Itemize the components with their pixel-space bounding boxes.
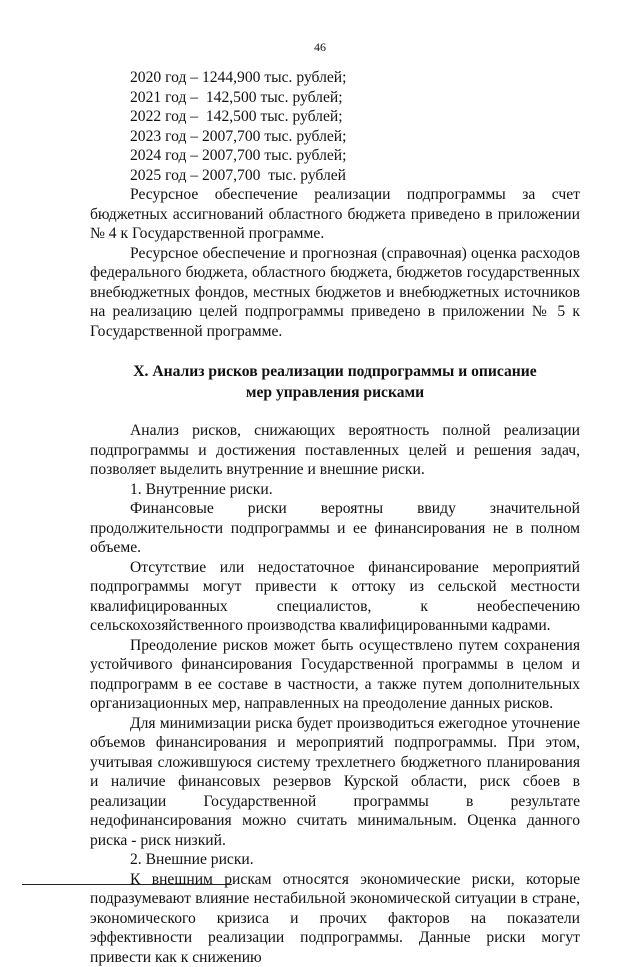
section-heading-line-2: мер управления рисками (110, 382, 560, 403)
paragraph-external-risks: К внешним рискам относятся экономические риски, которые подразумевают влияние нестабильной экономической ситуации в стране, экономического кризиса и прочих факторов на показатели эффективности реализации подпрограммы. Данные риски могут привести как к снижению (90, 870, 580, 967)
paragraph-overcoming-risks: Преодоление рисков может быть осуществлено путем сохранения устойчивого финансирования Государственной программы в целом и подпрограмм в ее составе в частности, а также путем дополнительных организационных мер, направленных на преодоление данных рисков. (90, 636, 580, 714)
paragraph-insufficient-funding: Отсутствие или недостаточное финансирование мероприятий подпрограммы могут привести к оттоку из сельской местности квалифицированных специалистов, к необеспечению сельскохозяйственного производства квалифицированными кадрами. (90, 558, 580, 636)
funding-amount-2025: 2025 год – 2007,700 тыс. рублей (130, 166, 580, 186)
paragraph-resource-regional: Ресурсное обеспечение реализации подпрограммы за счет бюджетных ассигнований областного бюджета приведено в приложении № 4 к Государственной программе. (90, 185, 580, 244)
funding-amount-2023: 2023 год – 2007,700 тыс. рублей; (130, 127, 580, 147)
funding-amount-2021: 2021 год – 142,500 тыс. рублей; (130, 88, 580, 108)
paragraph-risk-analysis: Анализ рисков, снижающих вероятность полной реализации подпрограммы и достижения поставленных целей и решения задач, позволяет выделить внутренние и внешние риски. (90, 421, 580, 480)
paragraph-financial-risks: Финансовые риски вероятны ввиду значительной продолжительности подпрограммы и ее финансирования не в полном объеме. (90, 499, 580, 558)
funding-amount-2024: 2024 год – 2007,700 тыс. рублей; (130, 146, 580, 166)
paragraph-risk-minimization: Для минимизации риска будет производиться ежегодное уточнение объемов финансирования и мероприятий подпрограммы. При этом, учитывая сложившуюся систему трехлетнего бюджетного планирования и наличие финансовых резервов Курской области, риск сбоев в реализации Государственной программы в результате недофинансирования можно считать минимальным. Оценка данного риска - риск низкий. (90, 714, 580, 851)
section-heading-line-1: X. Анализ рисков реализации подпрограммы и описание (110, 361, 560, 382)
paragraph-internal-risks-title: 1. Внутренние риски. (90, 480, 580, 500)
document-body (90, 68, 580, 967)
funding-amounts-list (130, 68, 580, 185)
funding-amount-2022: 2022 год – 142,500 тыс. рублей; (130, 107, 580, 127)
funding-amount-2020: 2020 год – 1244,900 тыс. рублей; (130, 68, 580, 88)
section-heading (110, 361, 560, 403)
paragraph-resource-forecast: Ресурсное обеспечение и прогнозная (справочная) оценка расходов федерального бюджета, областного бюджета, бюджетов государственных внебюджетных фондов, местных бюджетов и внебюджетных источников на реализацию целей подпрограммы приведено в приложении № 5 к Государственной программе. (90, 244, 580, 342)
page-number: 46 (0, 40, 640, 55)
paragraph-external-risks-title: 2. Внешние риски. (90, 850, 580, 870)
footer-divider (22, 884, 232, 885)
